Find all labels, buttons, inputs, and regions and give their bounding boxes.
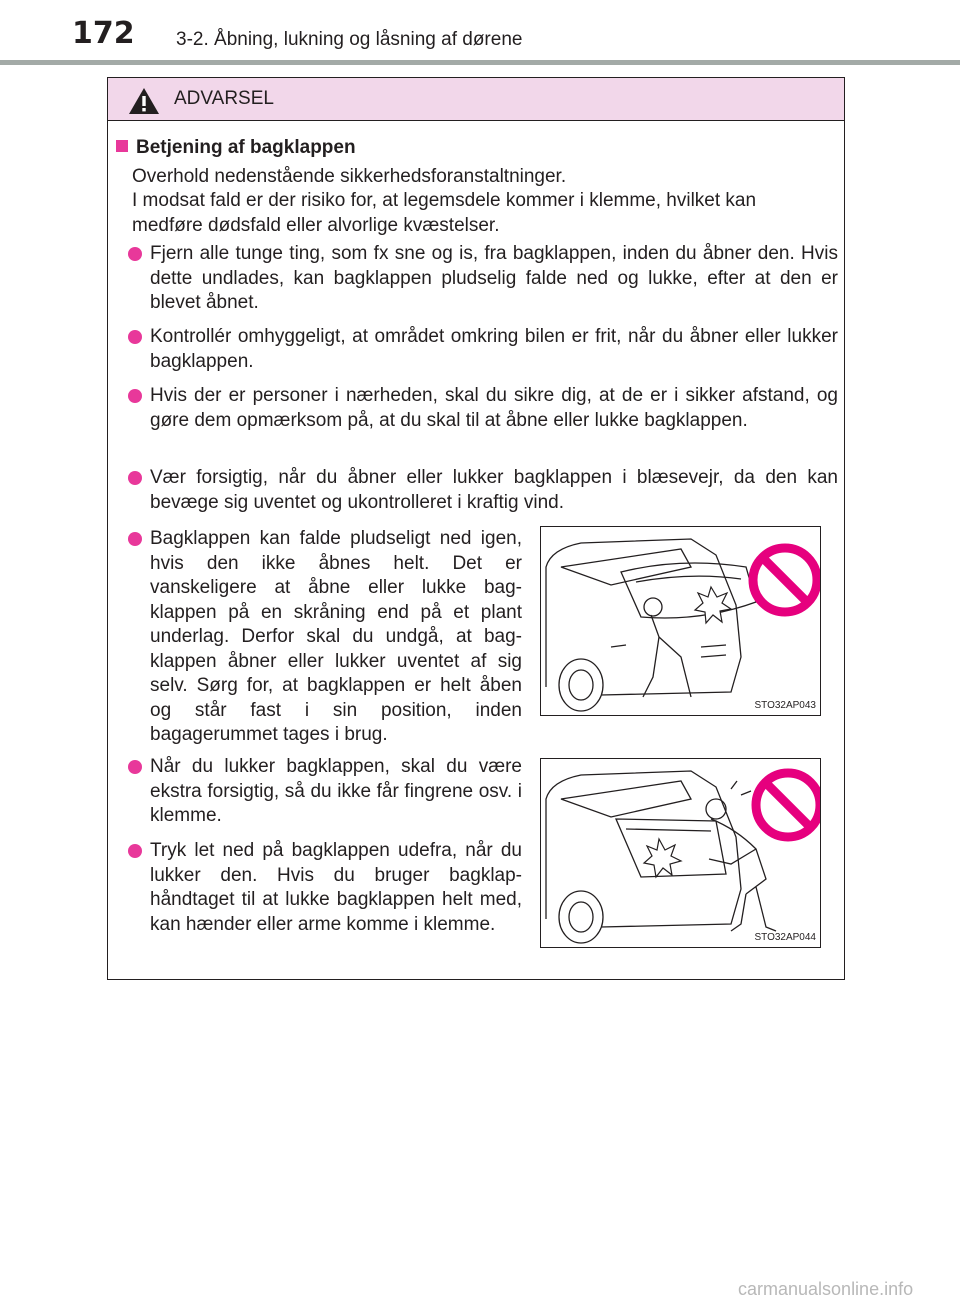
bullet-square-icon: [116, 140, 128, 152]
subheading: [116, 136, 356, 161]
intro-line-2: I modsat fald er der risiko for, at legemsdele kommer i klemme, hvilket kan medføre dødsfald eller alvorlige kvæstelser.: [132, 190, 757, 236]
header-rule: [0, 60, 960, 65]
list-item-text: Bagklappen kan falde pludseligt ned igen, hvis den ikke åbnes helt. Det er vanskeligere at åbne eller lukke bag-klappen på en skråning end på et plant underlag. Derfor skal du undgå, at bag-klappen åbner eller lukker uventet af sig selv. Sørg for, at bagklappen er helt åben og står fast i sin position, inden bagagerummet tages i brug.: [150, 528, 522, 745]
list-item-text: Hvis der er personer i nærheden, skal du sikre dig, at de er i sikker afstand, og gøre dem opmærksom på, at du skal til at åbne eller lukke bagklappen.: [150, 385, 838, 431]
prohibition-icon: [753, 548, 817, 612]
section-title: 3-2. Åbning, lukning og låsning af dørene: [176, 29, 523, 50]
intro-line-1: Overhold nedenstående sikkerhedsforanstaltninger.: [132, 166, 567, 187]
subheading-text: Betjening af bagklappen: [136, 137, 356, 158]
warning-label: ADVARSEL: [174, 88, 274, 109]
bullet-dot-icon: [128, 532, 142, 546]
list-item: [128, 466, 838, 515]
figure-tailgate-falling: [540, 526, 821, 716]
bullet-dot-icon: [128, 389, 142, 403]
bullet-dot-icon: [128, 330, 142, 344]
bullet-dot-icon: [128, 247, 142, 261]
bullet-dot-icon: [128, 760, 142, 774]
list-item: [128, 242, 838, 316]
list-item: [128, 527, 522, 748]
warning-header: [108, 78, 844, 121]
prohibition-icon: [756, 773, 820, 837]
list-item: [128, 325, 838, 374]
list-item-text: Vær forsigtig, når du åbner eller lukker bagklappen i blæsevejr, da den kan bevæge sig uventet og ukontrolleret i kraftig vind.: [150, 467, 838, 513]
list-item-text: Kontrollér omhyggeligt, at området omkring bilen er frit, når du åbner eller lukker bagklappen.: [150, 326, 838, 372]
bullet-dot-icon: [128, 844, 142, 858]
warning-box: [107, 77, 845, 980]
figure-tailgate-closing: [540, 758, 821, 948]
page-number: 172: [72, 16, 135, 51]
list-item-text: Fjern alle tunge ting, som fx sne og is, fra bagklappen, inden du åbner den. Hvis dette undlades, kan bagklappen pludselig falde ned og lukke, efter at den er blevet åbnet.: [150, 243, 838, 313]
watermark: carmanualsonline.info: [738, 1279, 914, 1299]
list-item: [128, 839, 522, 937]
list-item-text: Når du lukker bagklappen, skal du være ekstra forsigtig, så du ikke får fingrene osv. i klemme.: [150, 756, 522, 826]
figure-code: STO32AP043: [754, 700, 816, 711]
list-item: [128, 384, 838, 433]
bullet-dot-icon: [128, 471, 142, 485]
warning-triangle-icon: [128, 87, 160, 115]
car-tailgate-illustration: [541, 527, 820, 715]
figure-code: STO32AP044: [754, 932, 816, 943]
list-item-text: Tryk let ned på bagklappen udefra, når du lukker den. Hvis du bruger bagklap-håndtaget til at lukke bagklappen helt med, kan hænder eller arme komme i klemme.: [150, 840, 522, 935]
car-tailgate-illustration: [541, 759, 820, 947]
list-item: [128, 755, 522, 829]
